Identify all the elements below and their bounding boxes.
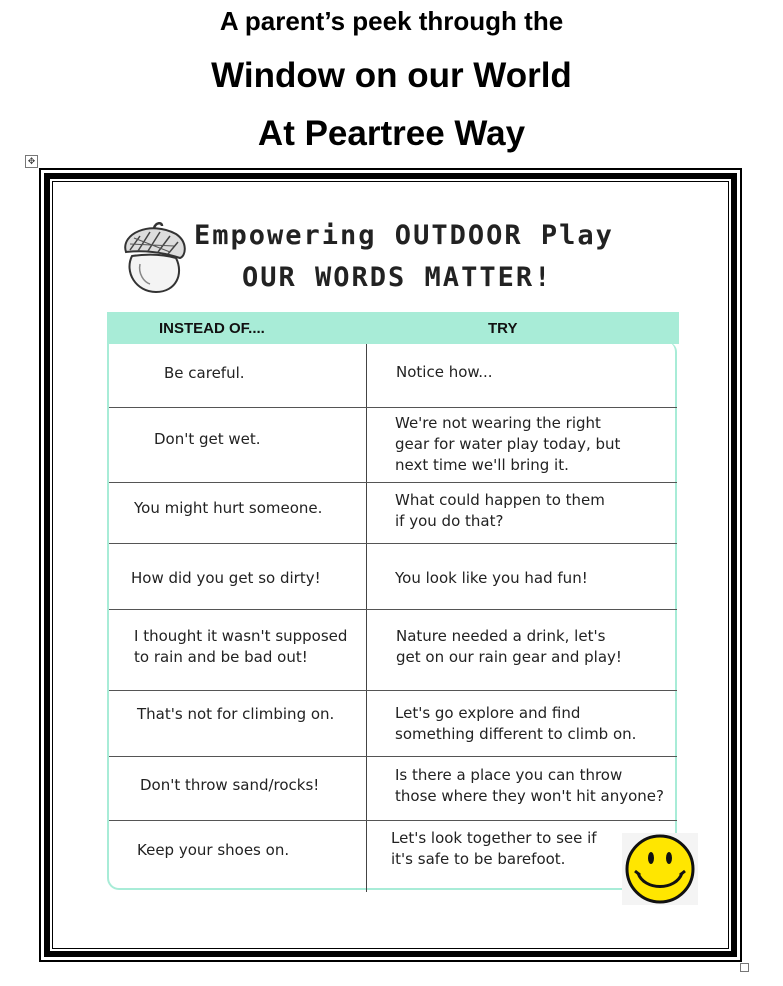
poster-subtitle: OUR WORDS MATTER! — [242, 262, 553, 293]
try-cell: We're not wearing the right gear for water play today, but next time we'll bring it. — [395, 414, 621, 474]
smiley-face-icon — [622, 833, 698, 905]
row-divider — [109, 609, 677, 610]
column-header-instead: INSTEAD OF.... — [159, 320, 265, 337]
poster-title: Empowering OUTDOOR Play — [194, 220, 614, 251]
heading-line-2: Window on our World — [211, 56, 572, 95]
acorn-icon — [110, 222, 190, 298]
row-divider — [109, 407, 677, 408]
row-divider — [109, 820, 677, 821]
smiley-face-graphic — [622, 833, 698, 905]
instead-cell: Don't throw sand/rocks! — [140, 776, 320, 794]
row-divider — [109, 543, 677, 544]
row-divider — [109, 756, 677, 757]
column-header-try: TRY — [488, 320, 518, 337]
row-divider — [109, 482, 677, 483]
instead-cell: Keep your shoes on. — [137, 841, 290, 859]
phrases-table — [107, 312, 679, 892]
try-cell: What could happen to them if you do that? — [395, 491, 605, 530]
row-divider — [109, 690, 677, 691]
heading-line-3: At Peartree Way — [257, 114, 526, 153]
table-header — [107, 312, 679, 344]
instead-cell: How did you get so dirty! — [131, 569, 321, 587]
instead-cell: I thought it wasn't supposed to rain and be bad out! — [134, 627, 348, 666]
heading-line-1: A parent’s peek through the — [219, 6, 564, 36]
try-cell: Is there a place you can throw those where they won't hit anyone? — [395, 766, 664, 805]
instead-cell: Be careful. — [164, 364, 245, 382]
try-cell: Let's go explore and find something different to climb on. — [395, 704, 637, 743]
instead-cell: Don't get wet. — [154, 430, 261, 448]
try-cell: Notice how... — [396, 363, 493, 381]
resize-handle[interactable] — [740, 963, 749, 972]
try-cell: Nature needed a drink, let's get on our rain gear and play! — [396, 627, 622, 666]
column-divider — [366, 344, 367, 892]
try-cell: You look like you had fun! — [395, 569, 588, 587]
table-move-handle-icon[interactable]: ✥ — [25, 155, 38, 168]
instead-cell: That's not for climbing on. — [137, 705, 335, 723]
try-cell: Let's look together to see if it's safe to be barefoot. — [391, 829, 597, 868]
instead-cell: You might hurt someone. — [134, 499, 323, 517]
